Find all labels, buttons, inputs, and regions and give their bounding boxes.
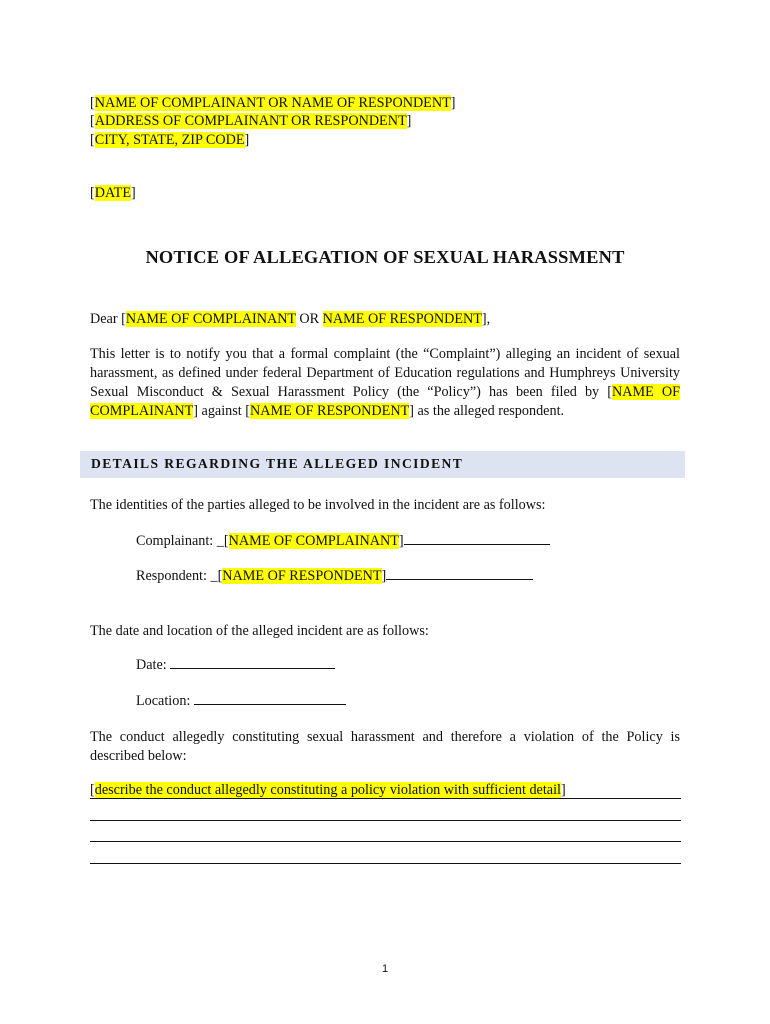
parties-intro: The identities of the parties alleged to be involved in the incident are as follows: <box>90 497 546 513</box>
recipient-name-field[interactable]: NAME OF COMPLAINANT OR NAME OF RESPONDENT <box>94 95 451 111</box>
salutation <box>90 310 490 328</box>
conduct-rule-4[interactable] <box>90 863 681 864</box>
respondent-field[interactable]: NAME OF RESPONDENT <box>222 568 382 584</box>
incident-date-row <box>136 656 335 674</box>
conduct-rule-3[interactable] <box>90 841 681 842</box>
date-line: [DATE] <box>90 185 136 201</box>
conduct-rule-2[interactable] <box>90 820 681 821</box>
incident-location-label: Location: <box>136 693 194 709</box>
recipient-address-field[interactable]: ADDRESS OF COMPLAINANT OR RESPONDENT <box>94 113 407 129</box>
conduct-placeholder-line: [describe the conduct allegedly constituting a policy violation with sufficient detail] <box>90 782 566 798</box>
salutation-respondent-field[interactable]: NAME OF RESPONDENT <box>322 311 482 327</box>
conduct-description-field[interactable]: describe the conduct allegedly constituting a policy violation with sufficient detail <box>94 782 561 798</box>
incident-date-blank[interactable] <box>170 656 335 669</box>
conduct-rule-1[interactable] <box>90 798 681 799</box>
document-title: NOTICE OF ALLEGATION OF SEXUAL HARASSMENT <box>145 247 625 267</box>
salutation-complainant-field[interactable]: NAME OF COMPLAINANT <box>125 311 296 327</box>
incident-date-label: Date: <box>136 657 171 673</box>
recipient-address-line: [ADDRESS OF COMPLAINANT OR RESPONDENT] <box>90 113 412 129</box>
recipient-city-line: [CITY, STATE, ZIP CODE] <box>90 132 250 148</box>
page-number: 1 <box>381 963 389 975</box>
complainant-blank[interactable] <box>404 532 550 545</box>
incident-location-blank[interactable] <box>194 692 346 705</box>
intro-complainant-field[interactable]: NAME OF COMPLAINANT <box>90 384 680 419</box>
section-heading: DETAILS REGARDING THE ALLEGED INCIDENT <box>91 456 464 471</box>
intro-respondent-field[interactable]: NAME OF RESPONDENT <box>250 403 410 419</box>
intro-text: This letter is to notify you that a formal complaint (the “Complaint”) alleging an incident of sexual harassment, as defined under federal Department of Education regulations and Humphreys University Sexual Misconduct & Sexual Harassment Policy (the “Policy”) has been filed by [ <box>90 346 680 400</box>
respondent-label: Respondent: _[ <box>136 568 223 584</box>
intro-paragraph <box>90 345 680 421</box>
complainant-label: Complainant: _[ <box>136 533 229 549</box>
respondent-row: Respondent: _[NAME OF RESPONDENT] <box>136 567 533 585</box>
complainant-field[interactable]: NAME OF COMPLAINANT <box>228 533 399 549</box>
salutation-prefix: Dear [ <box>90 311 126 327</box>
salutation-or: OR <box>295 311 323 327</box>
conduct-intro: The conduct allegedly constituting sexual harassment and therefore a violation of the Policy is described below: <box>90 729 680 764</box>
recipient-name-line: [NAME OF COMPLAINANT OR NAME OF RESPONDENT] <box>90 95 456 111</box>
date-field[interactable]: DATE <box>94 185 131 201</box>
complainant-row: Complainant: _[NAME OF COMPLAINANT] <box>136 532 550 550</box>
respondent-blank[interactable] <box>386 567 533 580</box>
date-location-intro: The date and location of the alleged incident are as follows: <box>90 623 429 639</box>
recipient-city-field[interactable]: CITY, STATE, ZIP CODE <box>94 132 245 148</box>
intro-against: ] against [ <box>193 403 250 419</box>
intro-end: ] as the alleged respondent. <box>409 403 565 419</box>
incident-location-row <box>136 692 346 710</box>
salutation-suffix: ], <box>481 311 491 327</box>
